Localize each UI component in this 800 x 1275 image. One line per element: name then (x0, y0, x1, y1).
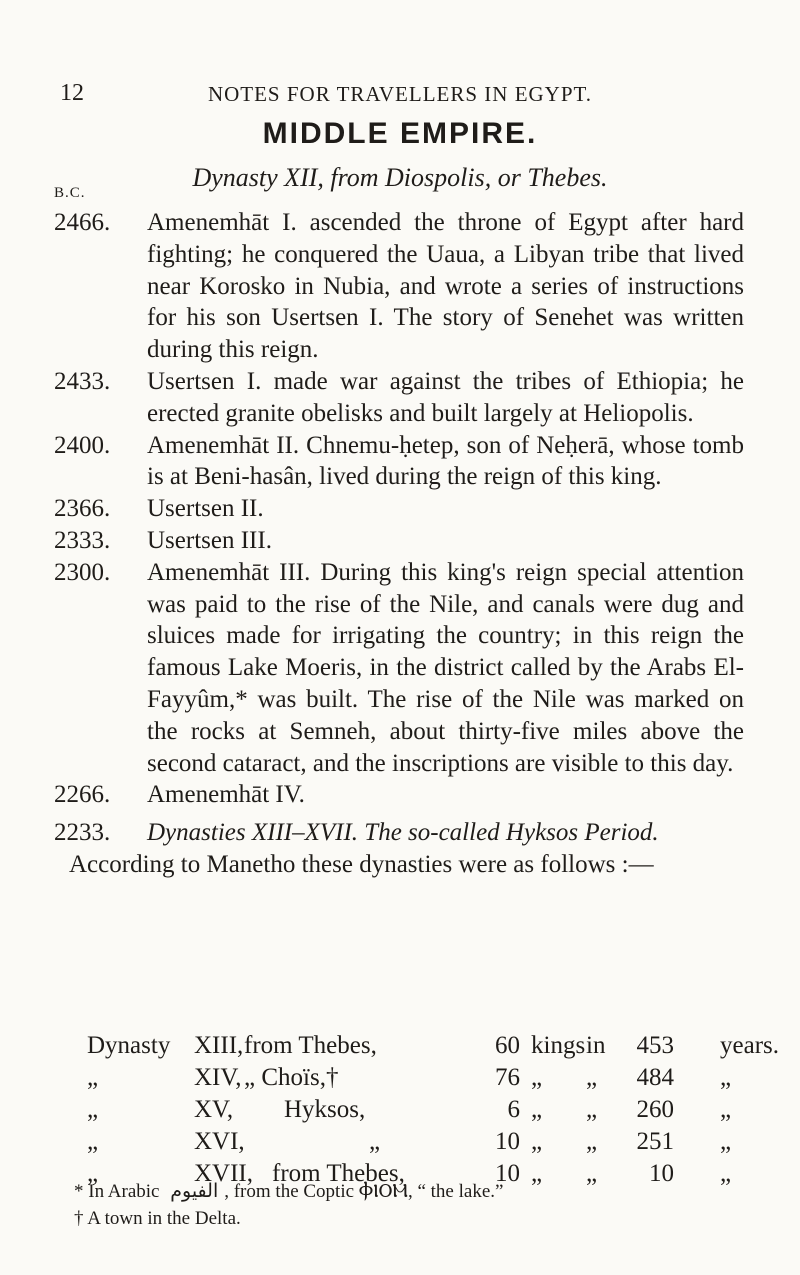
arabic-word: الفيوم (170, 1180, 219, 1202)
section-title: MIDDLE EMPIRE. (262, 117, 538, 150)
chronology-entries (54, 207, 744, 881)
entry-text: Amenemhāt IV. (147, 781, 305, 809)
entry-text: Amenemhāt III. During this king's reign special attention was paid to the rise of the Nile, and canals were dug and sluices made for irrigating the country; in this reign the famous Lake Moeris, in the district called by the Arabs El-Fayyûm,* was built. The rise of the Nile was marked on the rocks at Semneh, about thirty-five miles above the second cataract, and the inscriptions are visible to this day. (147, 558, 744, 777)
years-word: „ (720, 1096, 732, 1123)
years-count: 453 (636, 1032, 674, 1059)
entry-year: 2400. (54, 431, 111, 459)
kings-word: „ (531, 1160, 543, 1187)
kings-count: 10 (495, 1128, 520, 1155)
entry-text: Usertsen II. (147, 495, 264, 523)
footnote-suffix: , from the Coptic ⲪⲒⲞⲘ, “ the lake.” (224, 1181, 504, 1202)
dynasty-label: Dynasty (87, 1032, 171, 1059)
entry-year: 2433. (54, 367, 111, 395)
entry-year: 2233. (54, 819, 111, 847)
in-word: „ (586, 1064, 598, 1091)
in-word: in (586, 1032, 606, 1059)
dynasty-label: „ (87, 1064, 99, 1091)
footnote-mark: * (74, 1181, 84, 1202)
dynasty-number: XV, (194, 1096, 234, 1123)
dynasty-label: „ (87, 1096, 99, 1123)
running-head (60, 80, 740, 110)
dynasty-source: „ Choïs,† (244, 1064, 339, 1091)
dynasty-row (54, 1128, 744, 1160)
dynasty-row (54, 1064, 744, 1096)
chronology-entry (54, 207, 744, 366)
years-word: „ (720, 1064, 732, 1091)
kings-count: 60 (495, 1032, 520, 1059)
dynasty-heading: Dynasty XII, from Diospolis, or Thebes. (192, 163, 608, 192)
kings-word: „ (531, 1128, 543, 1155)
footnote-town (74, 1205, 503, 1232)
entry-text: Amenemhāt I. ascended the throne of Egypt after hard fighting; he conquered the Uaua, a Libyan tribe that lived near Korosko in Nubia, and wrote a series of instructions for his son Usertsen I. The story of Senehet was written during this reign. (147, 209, 744, 364)
entry-year: 2266. (54, 781, 111, 809)
dynasty-label: „ (87, 1128, 99, 1155)
dynasties-period-entry (54, 817, 744, 849)
page-number: 12 (60, 80, 84, 106)
bc-label: B.C. (54, 185, 86, 201)
years-word: „ (720, 1160, 732, 1187)
years-word: „ (720, 1128, 732, 1155)
dynasty-row (54, 1096, 744, 1128)
years-count: 10 (649, 1160, 674, 1187)
kings-word: „ (531, 1064, 543, 1091)
dynasty-label: „ (87, 1160, 99, 1187)
footnotes (74, 1178, 503, 1232)
chronology-entry (54, 525, 744, 557)
dynasty-number: XVII, (194, 1160, 254, 1187)
entry-year: 2366. (54, 495, 111, 523)
kings-word: „ (531, 1096, 543, 1123)
entry-text: Usertsen III. (147, 526, 272, 554)
footnote-arabic (74, 1178, 503, 1205)
in-word: „ (586, 1128, 598, 1155)
footnote-mark: † (74, 1208, 84, 1229)
dynasty-number: XIV, (194, 1064, 242, 1091)
kings-word: kings (531, 1032, 586, 1059)
footnote-prefix: In Arabic (88, 1181, 160, 1202)
running-title: NOTES FOR TRAVELLERS IN EGYPT. (207, 82, 593, 106)
chronology-entry (54, 557, 744, 780)
entry-year: 2466. (54, 209, 111, 236)
entry-text: Amenemhāt II. Chnemu-ḥetep, son of Neḥerā, whose tomb is at Beni-hasân, lived during the reign of this king. (147, 431, 744, 491)
chronology-entry (54, 430, 744, 494)
chronology-entry (54, 779, 744, 811)
dynasty-source: from Thebes, (244, 1032, 377, 1059)
dynasty-number: XIII, (194, 1032, 244, 1059)
dynasty-source: „ (369, 1128, 381, 1155)
footnote-text: A town in the Delta. (87, 1208, 241, 1229)
in-word: „ (586, 1096, 598, 1123)
years-word: years. (720, 1032, 779, 1059)
years-count: 484 (636, 1064, 674, 1091)
entry-year: 2333. (54, 526, 111, 554)
in-word: „ (586, 1160, 598, 1187)
entry-year: 2300. (54, 558, 111, 586)
dynasty-source: from Thebes, (272, 1160, 405, 1187)
chronology-entry (54, 493, 744, 525)
dynasty-table (54, 1032, 779, 1192)
dynasty-source: Hyksos, (284, 1096, 366, 1123)
manetho-intro: According to Manetho these dynasties were as follows :— (69, 850, 654, 878)
years-count: 260 (636, 1096, 674, 1123)
dynasty-number: XVI, (194, 1128, 245, 1155)
dynasties-period-heading: Dynasties XIII–XVII. The so-called Hyksos Period. (147, 819, 659, 847)
years-count: 251 (636, 1128, 674, 1155)
chronology-entry (54, 366, 744, 430)
kings-count: 10 (495, 1160, 520, 1187)
entry-text: Usertsen I. made war against the tribes of Ethiopia; he erected granite obelisks and built largely at Heliopolis. (147, 367, 744, 427)
kings-count: 6 (507, 1096, 520, 1123)
dynasty-row (54, 1032, 779, 1064)
kings-count: 76 (495, 1064, 520, 1091)
